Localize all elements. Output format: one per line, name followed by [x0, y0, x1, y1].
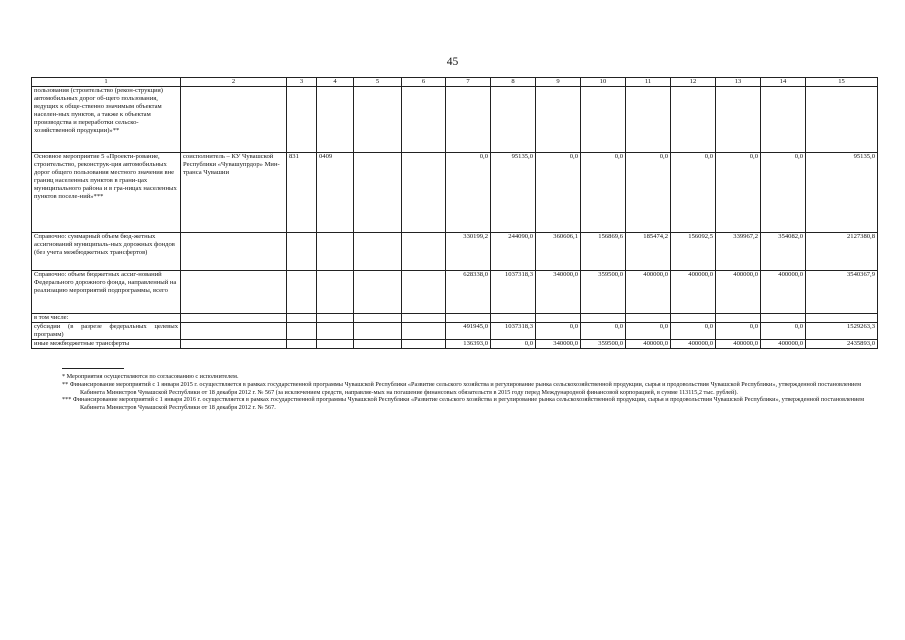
table-cell: 628338,0 [446, 271, 491, 314]
table-cell: соисполнитель – КУ Чувашской Республики «Чувашупрдор» Мин-транса Чувашии [181, 153, 287, 233]
table-cell: 0,0 [536, 323, 581, 340]
table-cell: 2435893,0 [806, 340, 878, 349]
table-cell: 0,0 [491, 340, 536, 349]
table-cell [181, 314, 287, 323]
column-number: 14 [761, 78, 806, 87]
table-cell: 0409 [317, 153, 354, 233]
table-cell: 359500,0 [581, 340, 626, 349]
column-number: 10 [581, 78, 626, 87]
table-cell: 95135,0 [491, 153, 536, 233]
table-cell [317, 323, 354, 340]
table-cell: 1037318,3 [491, 323, 536, 340]
table-cell [181, 87, 287, 153]
table-cell [354, 153, 402, 233]
table-cell [181, 323, 287, 340]
table-cell [354, 340, 402, 349]
table-cell: 0,0 [716, 153, 761, 233]
table-cell: 156869,6 [581, 233, 626, 271]
table-cell [181, 340, 287, 349]
table-cell [716, 314, 761, 323]
table-cell [806, 87, 878, 153]
table-cell [626, 314, 671, 323]
table-cell: 185474,2 [626, 233, 671, 271]
footnotes [62, 368, 877, 412]
table-cell: 95135,0 [806, 153, 878, 233]
table-cell: 0,0 [671, 323, 716, 340]
table-row [32, 323, 878, 340]
column-number: 8 [491, 78, 536, 87]
table-cell: 0,0 [761, 153, 806, 233]
table-cell [287, 314, 317, 323]
table-cell: 2127380,8 [806, 233, 878, 271]
table-cell [402, 153, 446, 233]
table-cell [354, 323, 402, 340]
table-cell: 340000,0 [536, 340, 581, 349]
table-cell [287, 340, 317, 349]
table-cell [626, 87, 671, 153]
table-cell [287, 233, 317, 271]
column-number: 9 [536, 78, 581, 87]
table-cell [287, 87, 317, 153]
column-number: 11 [626, 78, 671, 87]
table-header-row [32, 78, 878, 87]
budget-table [31, 77, 878, 349]
table-cell: 400000,0 [761, 271, 806, 314]
table-cell [354, 87, 402, 153]
table-cell [181, 233, 287, 271]
table-cell: 0,0 [761, 323, 806, 340]
table-cell: 0,0 [671, 153, 716, 233]
table-cell [671, 87, 716, 153]
table-cell: 400000,0 [671, 271, 716, 314]
column-number: 6 [402, 78, 446, 87]
footnote-divider [62, 368, 124, 369]
table-row [32, 314, 878, 323]
table-cell: 0,0 [626, 323, 671, 340]
table-cell [581, 87, 626, 153]
table-cell: 3540367,9 [806, 271, 878, 314]
column-number: 1 [32, 78, 181, 87]
table-row [32, 153, 878, 233]
table-cell [317, 233, 354, 271]
table-cell: 400000,0 [716, 271, 761, 314]
table-cell: 491945,0 [446, 323, 491, 340]
table-cell: 0,0 [536, 153, 581, 233]
table-row [32, 87, 878, 153]
table-cell: 1529263,3 [806, 323, 878, 340]
table-cell: 400000,0 [626, 271, 671, 314]
footnote-3: *** Финансирование мероприятий с 1 января 2016 г. осуществляется в рамках государственной программы Чувашской Республики «Развитие сельского хозяйства и регулирование рынка сельскохозяйственной продукции, сырья и продовольствия Чувашской Республики», утвержденной постановлением Кабинета Министров Чувашской Республики от 18 декабря 2012 г. № 567. [62, 396, 865, 412]
table-cell [536, 314, 581, 323]
table-cell [317, 271, 354, 314]
table-cell [181, 271, 287, 314]
column-number: 5 [354, 78, 402, 87]
table-cell: 400000,0 [716, 340, 761, 349]
table-cell: 0,0 [581, 323, 626, 340]
table-cell [402, 233, 446, 271]
table-cell [491, 314, 536, 323]
table-cell: 831 [287, 153, 317, 233]
table-cell [354, 233, 402, 271]
column-number: 3 [287, 78, 317, 87]
footnote-1: * Мероприятия осуществляются по согласованию с исполнителем. [62, 373, 239, 380]
table-cell: 400000,0 [761, 340, 806, 349]
column-number: 12 [671, 78, 716, 87]
table-cell: 0,0 [581, 153, 626, 233]
column-number: 2 [181, 78, 287, 87]
table-cell [446, 314, 491, 323]
table-cell [402, 314, 446, 323]
table-cell: пользования (строительство (рекон-струкция) автомобильных дорог об-щего пользования, ведущих к обще-ственно значимым объектам населен-ных пунктов, а также к объектам производства и переработки сельско-хозяйственной продукции)»** [32, 87, 181, 153]
table-cell: 400000,0 [671, 340, 716, 349]
table-cell [402, 340, 446, 349]
table-cell: субсидии (в разрезе федеральных целевых программ) [32, 323, 181, 340]
table-cell [287, 323, 317, 340]
table-cell [402, 87, 446, 153]
table-cell [402, 271, 446, 314]
table-cell [761, 314, 806, 323]
page-number: 45 [446, 56, 459, 68]
table-cell: 400000,0 [626, 340, 671, 349]
table-cell [402, 323, 446, 340]
column-number: 13 [716, 78, 761, 87]
table-cell: Основное мероприятие 5 «Проекти-рование, строительство, реконструк-ция автомобильных дорог общего пользования местного значения вне границ населенных пунктов в грани-цах муниципального района и в гра-ницах населенных пунктов поселе-ний»*** [32, 153, 181, 233]
table-cell [287, 271, 317, 314]
table-cell: 359500,0 [581, 271, 626, 314]
table-cell: 156092,5 [671, 233, 716, 271]
column-number: 4 [317, 78, 354, 87]
table-cell [671, 314, 716, 323]
table-cell [446, 87, 491, 153]
table-row [32, 233, 878, 271]
table-cell [354, 314, 402, 323]
table-cell: 1037318,3 [491, 271, 536, 314]
column-number: 7 [446, 78, 491, 87]
table-cell: 244090,0 [491, 233, 536, 271]
table-cell [536, 87, 581, 153]
table-cell: 354082,0 [761, 233, 806, 271]
table-row [32, 340, 878, 349]
table-cell: Справочно: суммарный объем бюд-жетных ассигнований муниципаль-ных дорожных фондов (без учета межбюджетных трансфертов) [32, 233, 181, 271]
column-number: 15 [806, 78, 878, 87]
table-row [32, 271, 878, 314]
table-cell: 360606,1 [536, 233, 581, 271]
table-cell [317, 314, 354, 323]
table-cell [354, 271, 402, 314]
table-cell: Справочно: объем бюджетных ассиг-нований Федерального дорожного фонда, направленный на реализацию мероприятий подпрограммы, всего [32, 271, 181, 314]
table-cell: 0,0 [716, 323, 761, 340]
table-cell [491, 87, 536, 153]
table-cell: 340000,0 [536, 271, 581, 314]
footnote-2: ** Финансирование мероприятий с 1 января 2015 г. осуществляется в рамках государственной программы Чувашской Республики «Развитие сельского хозяйства и регулирование рынка сельскохозяйственной продукции, сырья и продовольствия Чувашской Республики», утвержденной постановлением Кабинета Министров Чувашской Республики от 18 декабря 2012 г. № 567 (за исключением средств, направляе-мых на погашение финансовых обязательств в 2015 году перед Международной финансовой корпорацией, в сумме 113115,2 тыс. рублей). [62, 380, 861, 396]
table-cell: 0,0 [626, 153, 671, 233]
table-cell [716, 87, 761, 153]
table-cell: иные межбюджетные трансферты [32, 340, 181, 349]
table-cell [761, 87, 806, 153]
table-cell [806, 314, 878, 323]
table-cell [581, 314, 626, 323]
table-cell: 339967,2 [716, 233, 761, 271]
table-cell: в том числе: [32, 314, 181, 323]
table-cell: 0,0 [446, 153, 491, 233]
table-cell: 136393,0 [446, 340, 491, 349]
table-cell [317, 87, 354, 153]
table-cell [317, 340, 354, 349]
table-cell: 330199,2 [446, 233, 491, 271]
